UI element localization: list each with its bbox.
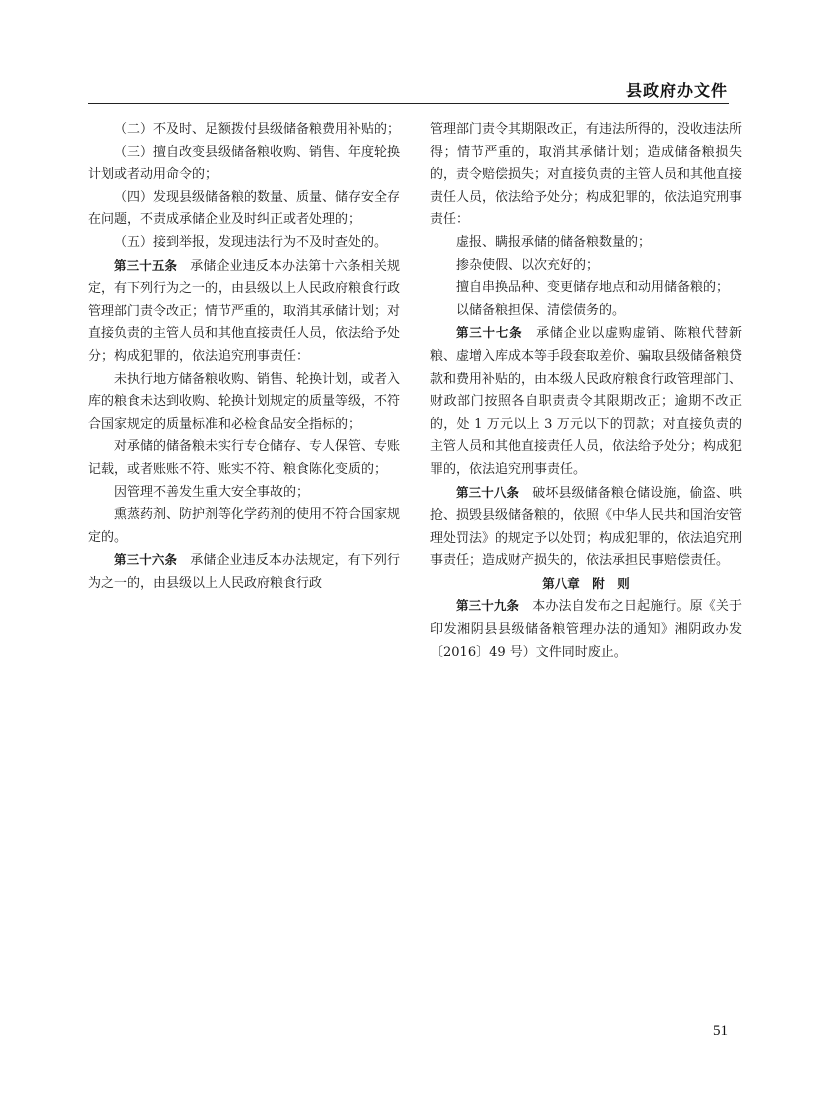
article-36-item-2: 掺杂使假、以次充好的； [456,257,600,273]
chapter-heading: 第八章 附 则 [542,575,630,591]
article-36-continued: 管理部门责令其期限改正，有违法所得的，没收违法所得；情节严重的，取消其承储计划；造成储备粮损失的，责令赔偿损失；对直接负责的主管人员和其他直接责任人员，依法给予处分；构成犯罪的，依法追究刑事责任： [430,122,743,228]
article-38-title: 第三十八条 [456,484,520,500]
clause-3: （三）擅自改变县级储备粮收购、销售、年度轮换计划或者动用命令的； [88,144,401,183]
running-header: 县政府办文件 [625,81,728,100]
article-35 [88,255,400,369]
article-35-text: 承储企业违反本办法第十六条相关规定，有下列行为之一的，由县级以上人民政府粮食行政管理部门责令改正；情节严重的，取消其承储计划；对直接负责的主管人员和其他直接责任人员，依法给予处分；构成犯罪的，依法追究刑事责任： [88,258,401,364]
article-36-item-4: 以储备粮担保、清偿债务的。 [456,302,626,318]
article-37-title: 第三十七条 [456,325,523,341]
article-39-title: 第三十九条 [456,598,520,614]
article-36-item-1: 虚报、瞒报承储的储备粮数量的； [456,234,652,250]
article-35-item-1: 未执行地方储备粮收购、销售、轮换计划，或者入库的粮食未达到收购、轮换计划规定的质量等级，不符合国家规定的质量标准和必检食品安全指标的； [88,371,401,432]
article-38 [430,482,742,573]
clause-5: （五）接到举报，发现违法行为不及时查处的。 [114,234,388,250]
header-rule [88,103,729,104]
article-36 [88,549,400,595]
article-35-title: 第三十五条 [114,257,178,273]
article-35-item-4: 熏蒸药剂、防护剂等化学药剂的使用不符合国家规定的。 [88,507,401,545]
article-37 [430,322,742,481]
clause-4: （四）发现县级储备粮的数量、质量、储存安全存在问题，不责成承储企业及时纠正或者处理的； [88,189,401,228]
article-38-text: 破坏县级储备粮仓储设施，偷盗、哄抢、损毁县级储备粮的，依照《中华人民共和国治安管理处罚法》的规定予以处罚；构成犯罪的，依法追究刑事责任；造成财产损失的，依法承担民事赔偿责任。 [430,485,743,569]
left-column [88,119,400,595]
page-number: 51 [713,1023,728,1039]
right-column [430,119,742,664]
article-36-item-3: 擅自串换品种、变更储存地点和动用储备粮的； [456,280,730,296]
article-36-title: 第三十六条 [114,552,178,568]
article-36-text: 承储企业违反本办法规定，有下列行为之一的，由县级以上人民政府粮食行政 [88,553,400,591]
article-35-item-3: 因管理不善发生重大安全事故的； [114,484,310,500]
article-39 [430,595,742,664]
article-37-text: 承储企业以虚购虚销、陈粮代替新粮、虚增入库成本等手段套取差价、骗取县级储备粮贷款和费用补贴的，由本级人民政府粮食行政管理部门、财政部门按照各自职责责令其限期改正；逾期不改正的，处 1 万元以上 3 万元以下的罚款；对直接负责的主管人员和其他直接责任人员，依法给予处分；构成犯罪的，依法追究刑事责任。 [430,326,743,477]
article-35-item-2: 对承储的储备粮未实行专仓储存、专人保管、专账记载，或者账账不符、账实不符、粮食陈化变质的； [88,439,401,477]
article-39-text: 本办法自发布之日起施行。原《关于印发湘阴县县级储备粮管理办法的通知》湘阴政办发〔2016〕49 号）文件同时废止。 [430,599,742,660]
clause-2: （二）不及时、足额拨付县级储备粮费用补贴的； [114,122,401,137]
